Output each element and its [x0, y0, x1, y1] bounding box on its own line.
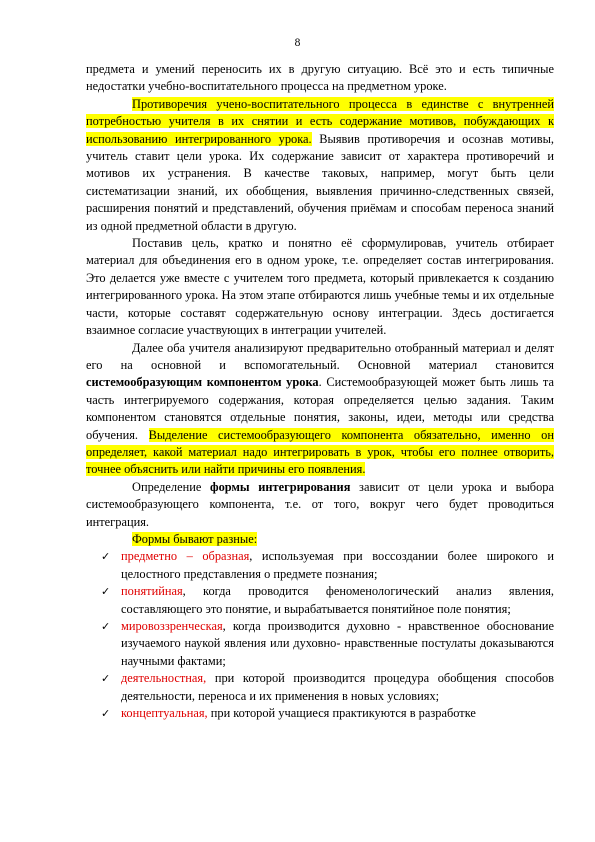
list-item [101, 583, 554, 618]
highlighted-text: Выделение системообразующего компонента обязательно, именно он определяет, какой материал надо интегрировать в урок, чтобы его полнее отворить, точнее объяснить или найти причины его появления. [86, 427, 554, 477]
check-icon: ✓ [101, 707, 111, 721]
form-description: , когда производится духовно - нравственное обоснование изучаемого наукой явления или духовно- нравственные постулаты доказываются научными фактами; [121, 619, 554, 668]
form-term: концептуальная, [121, 706, 208, 721]
form-description: при которой учащиеся практикуются в разработке [207, 706, 476, 721]
paragraph-3: Поставив цель, кратко и понятно её сформулировав, учитель отбирает материал для объединения его в одном уроке, т.е. определяет состав интегрирования. Это делается уже вместе с учителем того предмета, который привлекается к созданию интегрированного урока. На этом этапе отбираются лишь учебные темы и их отдельные части, которые составят содержательную основу интеграции. Здесь достигается взаимное согласие участвующих в интеграции учителей. [86, 236, 554, 338]
check-icon: ✓ [101, 672, 111, 686]
paragraph-text: зависит от цели урока и выбора системообразующего компонента, т.е. от того, вокруг чего будет проводиться интеграция. [86, 479, 554, 529]
check-icon: ✓ [101, 620, 111, 633]
list-item [101, 670, 554, 705]
form-description: при которой производится процедура обобщения способов деятельности, переноса и их применения в новых условиях; [121, 671, 554, 703]
paragraph-1: предмета и умений переносить их в другую ситуацию. Всё это и есть типичные недостатки учебно-воспитательного процесса на предметном уроке. [86, 62, 554, 94]
form-term: понятийная [121, 584, 183, 599]
form-description: , используемая при воссоздании более широкого и целостного представления о предмете познания; [121, 549, 554, 581]
paragraph-4 [86, 340, 554, 479]
form-term: мировоззренческая [121, 619, 223, 633]
paragraph-text: . Системообразующей может быть лишь та часть интегрируемого содержания, которая определяется целью задания. Таким компонентом становятся отдельные понятия, законы, идеи, методы или средства обучения. [86, 375, 554, 442]
page-number: 8 [294, 37, 301, 49]
form-term: предметно – образная [121, 549, 250, 564]
document-body [86, 61, 554, 722]
bold-term: системообразующим компонентом урока [86, 375, 319, 390]
list-item [101, 705, 554, 722]
check-icon: ✓ [101, 585, 111, 599]
form-description: , когда проводится феноменологический анализ явления, составляющего это понятие, и вырабатывается понятийное поле понятия; [121, 584, 554, 616]
form-term: деятельностная, [121, 671, 207, 686]
list-item [101, 548, 554, 583]
paragraph-text: Далее оба учителя анализируют предварительно отобранный материал и делят его на основной и вспомогательный. Основной материал становится [86, 340, 554, 372]
bold-term: формы интегрирования [210, 479, 351, 494]
highlighted-text: Противоречия учено-воспитательного процесса в единстве с внутренней потребностью учителя в их снятии и есть содержание мотивов, побуждающих к использованию интегрированного урока. [86, 96, 554, 146]
paragraph-2 [86, 96, 554, 235]
highlighted-text: Формы бывают разные: [132, 531, 258, 546]
paragraph-5 [86, 479, 554, 531]
forms-list [86, 548, 554, 722]
forms-heading [86, 531, 554, 548]
check-icon: ✓ [101, 550, 111, 564]
list-item [101, 618, 554, 670]
paragraph-text: Определение [132, 479, 210, 494]
paragraph-text: Выявив противоречия и осознав мотивы, учитель ставит цели урока. Их содержание зависит от характера противоречий и мотивов их устранения. В качестве таковых, например, могут быть цели систематизации знаний, их обобщения, выявления причинно-следственных связей, расширения понятий и представлений, обучения приёмам и способам переноса знаний из одной предметной области в другую. [86, 131, 554, 233]
